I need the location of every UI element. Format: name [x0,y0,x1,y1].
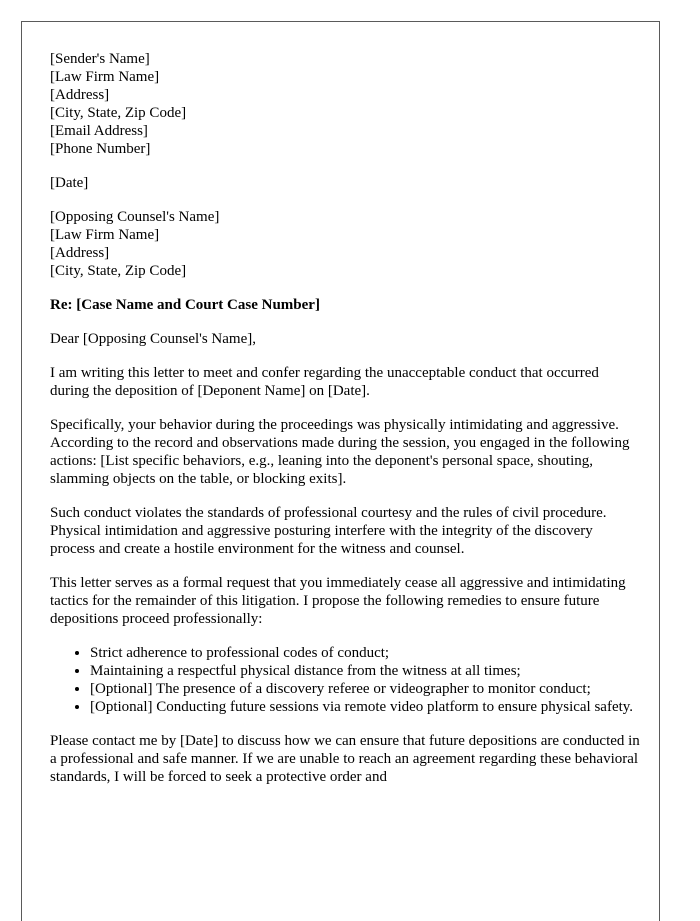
list-item: • Strict adherence to professional codes of conduct; [90,644,640,662]
letter-content [50,50,640,802]
remedies-list [50,644,640,716]
list-item: • Maintaining a respectful physical distance from the witness at all times; [90,662,640,680]
list-item: • [Optional] Conducting future sessions via remote video platform to ensure physical safety. [90,698,640,716]
subject-line: Re: [Case Name and Court Case Number] [50,297,320,313]
letter-date: [Date] [50,175,89,191]
salutation: Dear [Opposing Counsel's Name], [50,331,256,347]
paragraph-closing: Please contact me by [Date] to discuss how we can ensure that future depositions are conducted in a professional and safe manner. If we are unable to reach an agreement regarding these behavioral standards, I will be forced to seek a protective order and [50,733,640,785]
sender-block [50,50,640,158]
paragraph-violation: Such conduct violates the standards of professional courtesy and the rules of civil procedure. Physical intimidation and aggressive posturing interfere with the integrity of the discovery process and create a hostile environment for the witness and counsel. [50,505,607,557]
date-block [50,174,640,192]
sender-address: [Address] [50,87,110,103]
page-cutoff [22,805,660,921]
sender-city: [City, State, Zip Code] [50,105,187,121]
recipient-block [50,208,640,280]
paragraph-intro: I am writing this letter to meet and confer regarding the unacceptable conduct that occurred during the deposition of [Deponent Name] on [Date]. [50,365,599,399]
recipient-firm: [Law Firm Name] [50,227,160,243]
paragraph-request: This letter serves as a formal request that you immediately cease all aggressive and intimidating tactics for the remainder of this litigation. I propose the following remedies to ensure future depositions proceed professionally: [50,575,626,627]
sender-firm: [Law Firm Name] [50,69,160,85]
list-item: • [Optional] The presence of a discovery referee or videographer to monitor conduct; [90,680,640,698]
sender-email: [Email Address] [50,123,148,139]
letter-page [21,21,660,921]
sender-phone: [Phone Number] [50,141,151,157]
paragraph-behavior: Specifically, your behavior during the proceedings was physically intimidating and aggressive. According to the record and observations made during the session, you engaged in the following actions: [List specific behaviors, e.g., leaning into the deponent's personal space, shouting, slamming objects on the table, or blocking exits]. [50,417,630,487]
recipient-address: [Address] [50,245,110,261]
recipient-city: [City, State, Zip Code] [50,263,187,279]
sender-name: [Sender's Name] [50,51,150,67]
recipient-name: [Opposing Counsel's Name] [50,209,220,225]
